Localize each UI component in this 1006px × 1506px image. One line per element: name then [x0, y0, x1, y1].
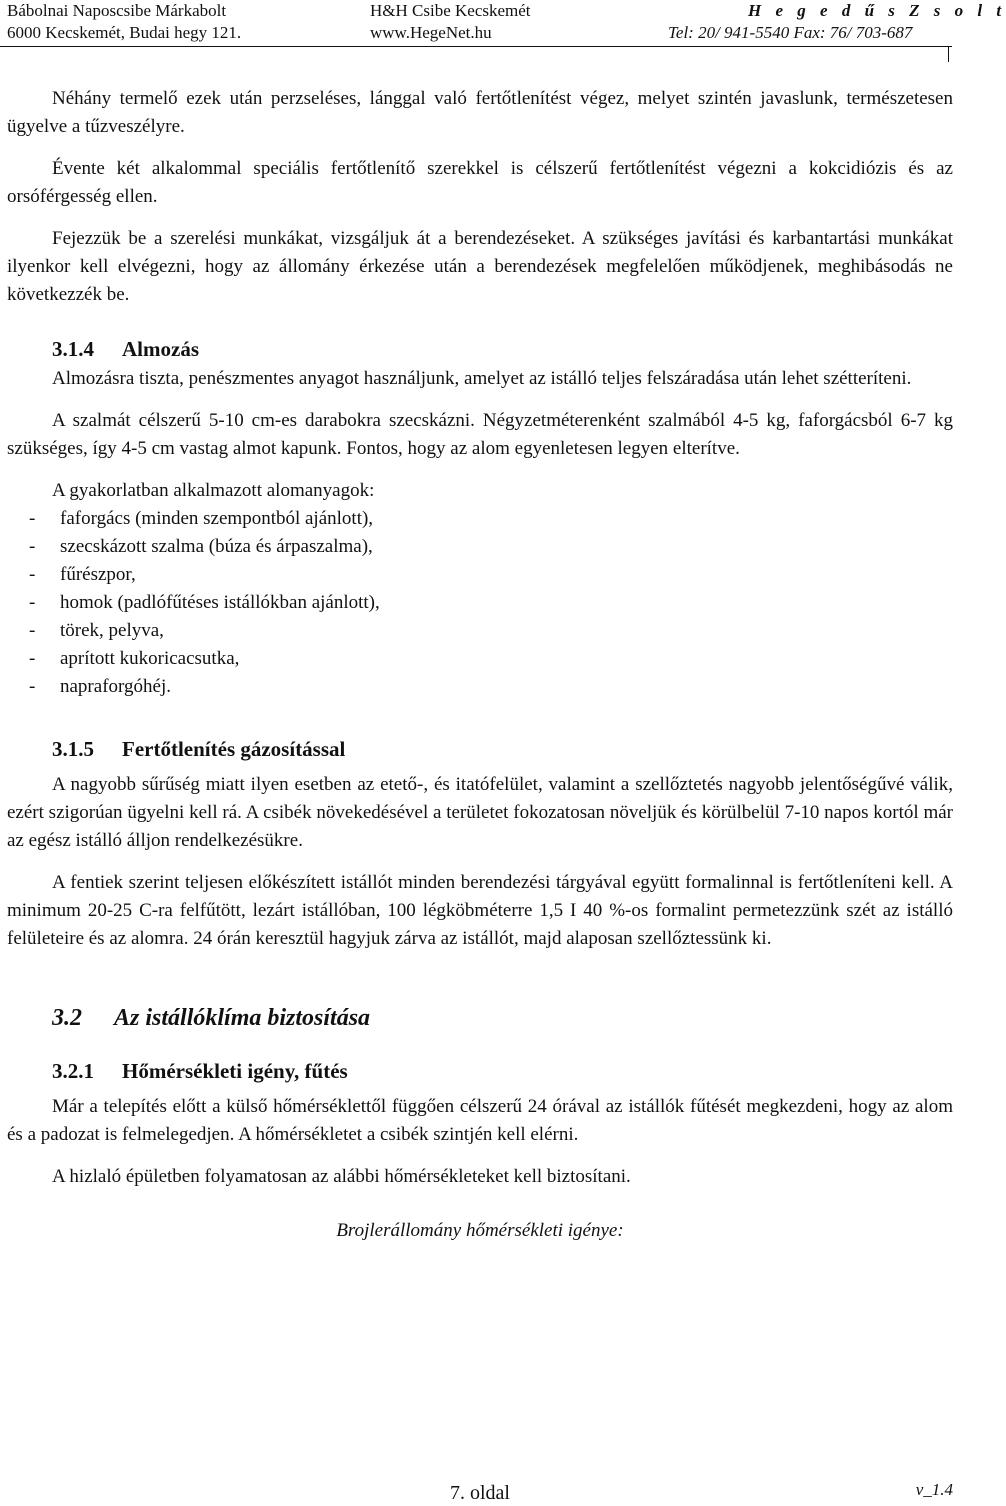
- table-caption: Brojlerállomány hőmérsékleti igénye:: [336, 1220, 624, 1241]
- document-version: v_1.4: [915, 1480, 953, 1499]
- document-body: [7, 85, 953, 1245]
- section-heading-3-2: [7, 1003, 953, 1033]
- paragraph: Évente két alkalommal speciális fertőtlenítő szerekkel is célszerű fertőtlenítést végezni a kokcidiózis és az orsóférgesség ellen.: [7, 158, 953, 207]
- list-intro: A gyakorlatban alkalmazott alomanyagok:: [52, 480, 375, 501]
- list-item: - faforgács (minden szempontból ajánlott),: [29, 508, 374, 529]
- section-title: Almozás: [122, 337, 199, 361]
- section-title: Hőmérsékleti igény, fűtés: [122, 1059, 348, 1083]
- paragraph: Néhány termelő ezek után perzseléses, lánggal való fertőtlenítést végez, melyet szintén javaslunk, természetesen ügyelve a tűzveszélyre.: [7, 88, 953, 137]
- section-title: Az istállóklíma biztosítása: [114, 1005, 371, 1031]
- section-number: 3.1.5: [52, 737, 94, 761]
- paragraph: A szalmát célszerű 5-10 cm-es darabokra szecskázni. Négyzetméterenként szalmából 4-5 kg, faforgácsból 6-7 kg szükséges, így 4-5 cm vastag almot kapunk. Fontos, hogy az alom egyenletesen legyen elterítve.: [7, 410, 953, 459]
- header-rule-tick: [948, 46, 949, 62]
- header-owner: H e g e d ű s Z s o l t: [748, 1, 1006, 20]
- section-heading-3-2-1: [7, 1057, 953, 1085]
- list-item: - aprított kukoricacsutka,: [29, 648, 240, 669]
- section-number: 3.2: [52, 1005, 82, 1031]
- page-header: [0, 0, 1006, 46]
- paragraph: A hizlaló épületben folyamatosan az alábbi hőmérsékleteket kell biztosítani.: [52, 1166, 631, 1187]
- list-item: - törek, pelyva,: [29, 620, 164, 641]
- section-number: 3.2.1: [52, 1059, 94, 1083]
- header-company: Bábolnai Naposcsibe Márkabolt: [7, 1, 227, 20]
- paragraph: Már a telepítés előtt a külső hőmérséklettől függően célszerű 24 órával az istállók fűtését megkezdeni, hogy az alom és a padozat is felmelegedjen. A hőmérsékletet a csibék szintjén kell elérni.: [7, 1096, 953, 1145]
- list-item: - homok (padlófűtéses istállókban ajánlott),: [29, 592, 380, 613]
- bedding-material-list: [7, 505, 953, 701]
- section-heading-3-1-4: [7, 335, 953, 363]
- page-number: 7. oldal: [450, 1482, 510, 1504]
- header-contact: Tel: 20/ 941-5540 Fax: 76/ 703-687: [668, 23, 913, 42]
- list-item: - szecskázott szalma (búza és árpaszalma),: [29, 536, 373, 557]
- list-item: - napraforgóhéj.: [29, 676, 171, 697]
- section-title: Fertőtlenítés gázosítással: [122, 737, 346, 761]
- list-item: - fűrészpor,: [29, 564, 136, 585]
- paragraph: Fejezzük be a szerelési munkákat, vizsgáljuk át a berendezéseket. A szükséges javítási és karbantartási munkákat ilyenkor kell elvégezni, hogy az állomány érkezése után a berendezések megfelelően működjenek, meghibásodás ne következzék be.: [7, 228, 953, 305]
- header-address: 6000 Kecskemét, Budai hegy 121.: [7, 23, 242, 42]
- paragraph: A nagyobb sűrűség miatt ilyen esetben az etető-, és itatófelület, valamint a szellőztetés nagyobb jelentőségűvé válik, ezért szigorúan ügyelni kell rá. A csibék növekedésével a területet fokozatosan növeljük és körülbelül 7-10 napos kortól már az egész istálló álljon rendelkezésükre.: [7, 774, 953, 851]
- header-partner: H&H Csibe Kecskemét: [370, 1, 531, 20]
- header-website[interactable]: www.HegeNet.hu: [370, 23, 492, 42]
- paragraph: Almozásra tiszta, penészmentes anyagot használjunk, amelyet az istálló teljes felszáradása után lehet szétteríteni.: [52, 368, 912, 389]
- paragraph: A fentiek szerint teljesen előkészített istállót minden berendezési tárgyával együtt formalinnal is fertőtleníteni kell. A minimum 20-25 C-ra felfűtött, lezárt istállóban, 100 légköbméterre 1,5 I 40 %-os formalint permetezzünk szét az istálló felületeire és az alomra. 24 órán keresztül hagyjuk zárva az istállót, majd alaposan szellőztessünk ki.: [7, 872, 953, 949]
- header-rule: [0, 46, 952, 47]
- section-heading-3-1-5: [7, 735, 953, 763]
- section-number: 3.1.4: [52, 337, 94, 361]
